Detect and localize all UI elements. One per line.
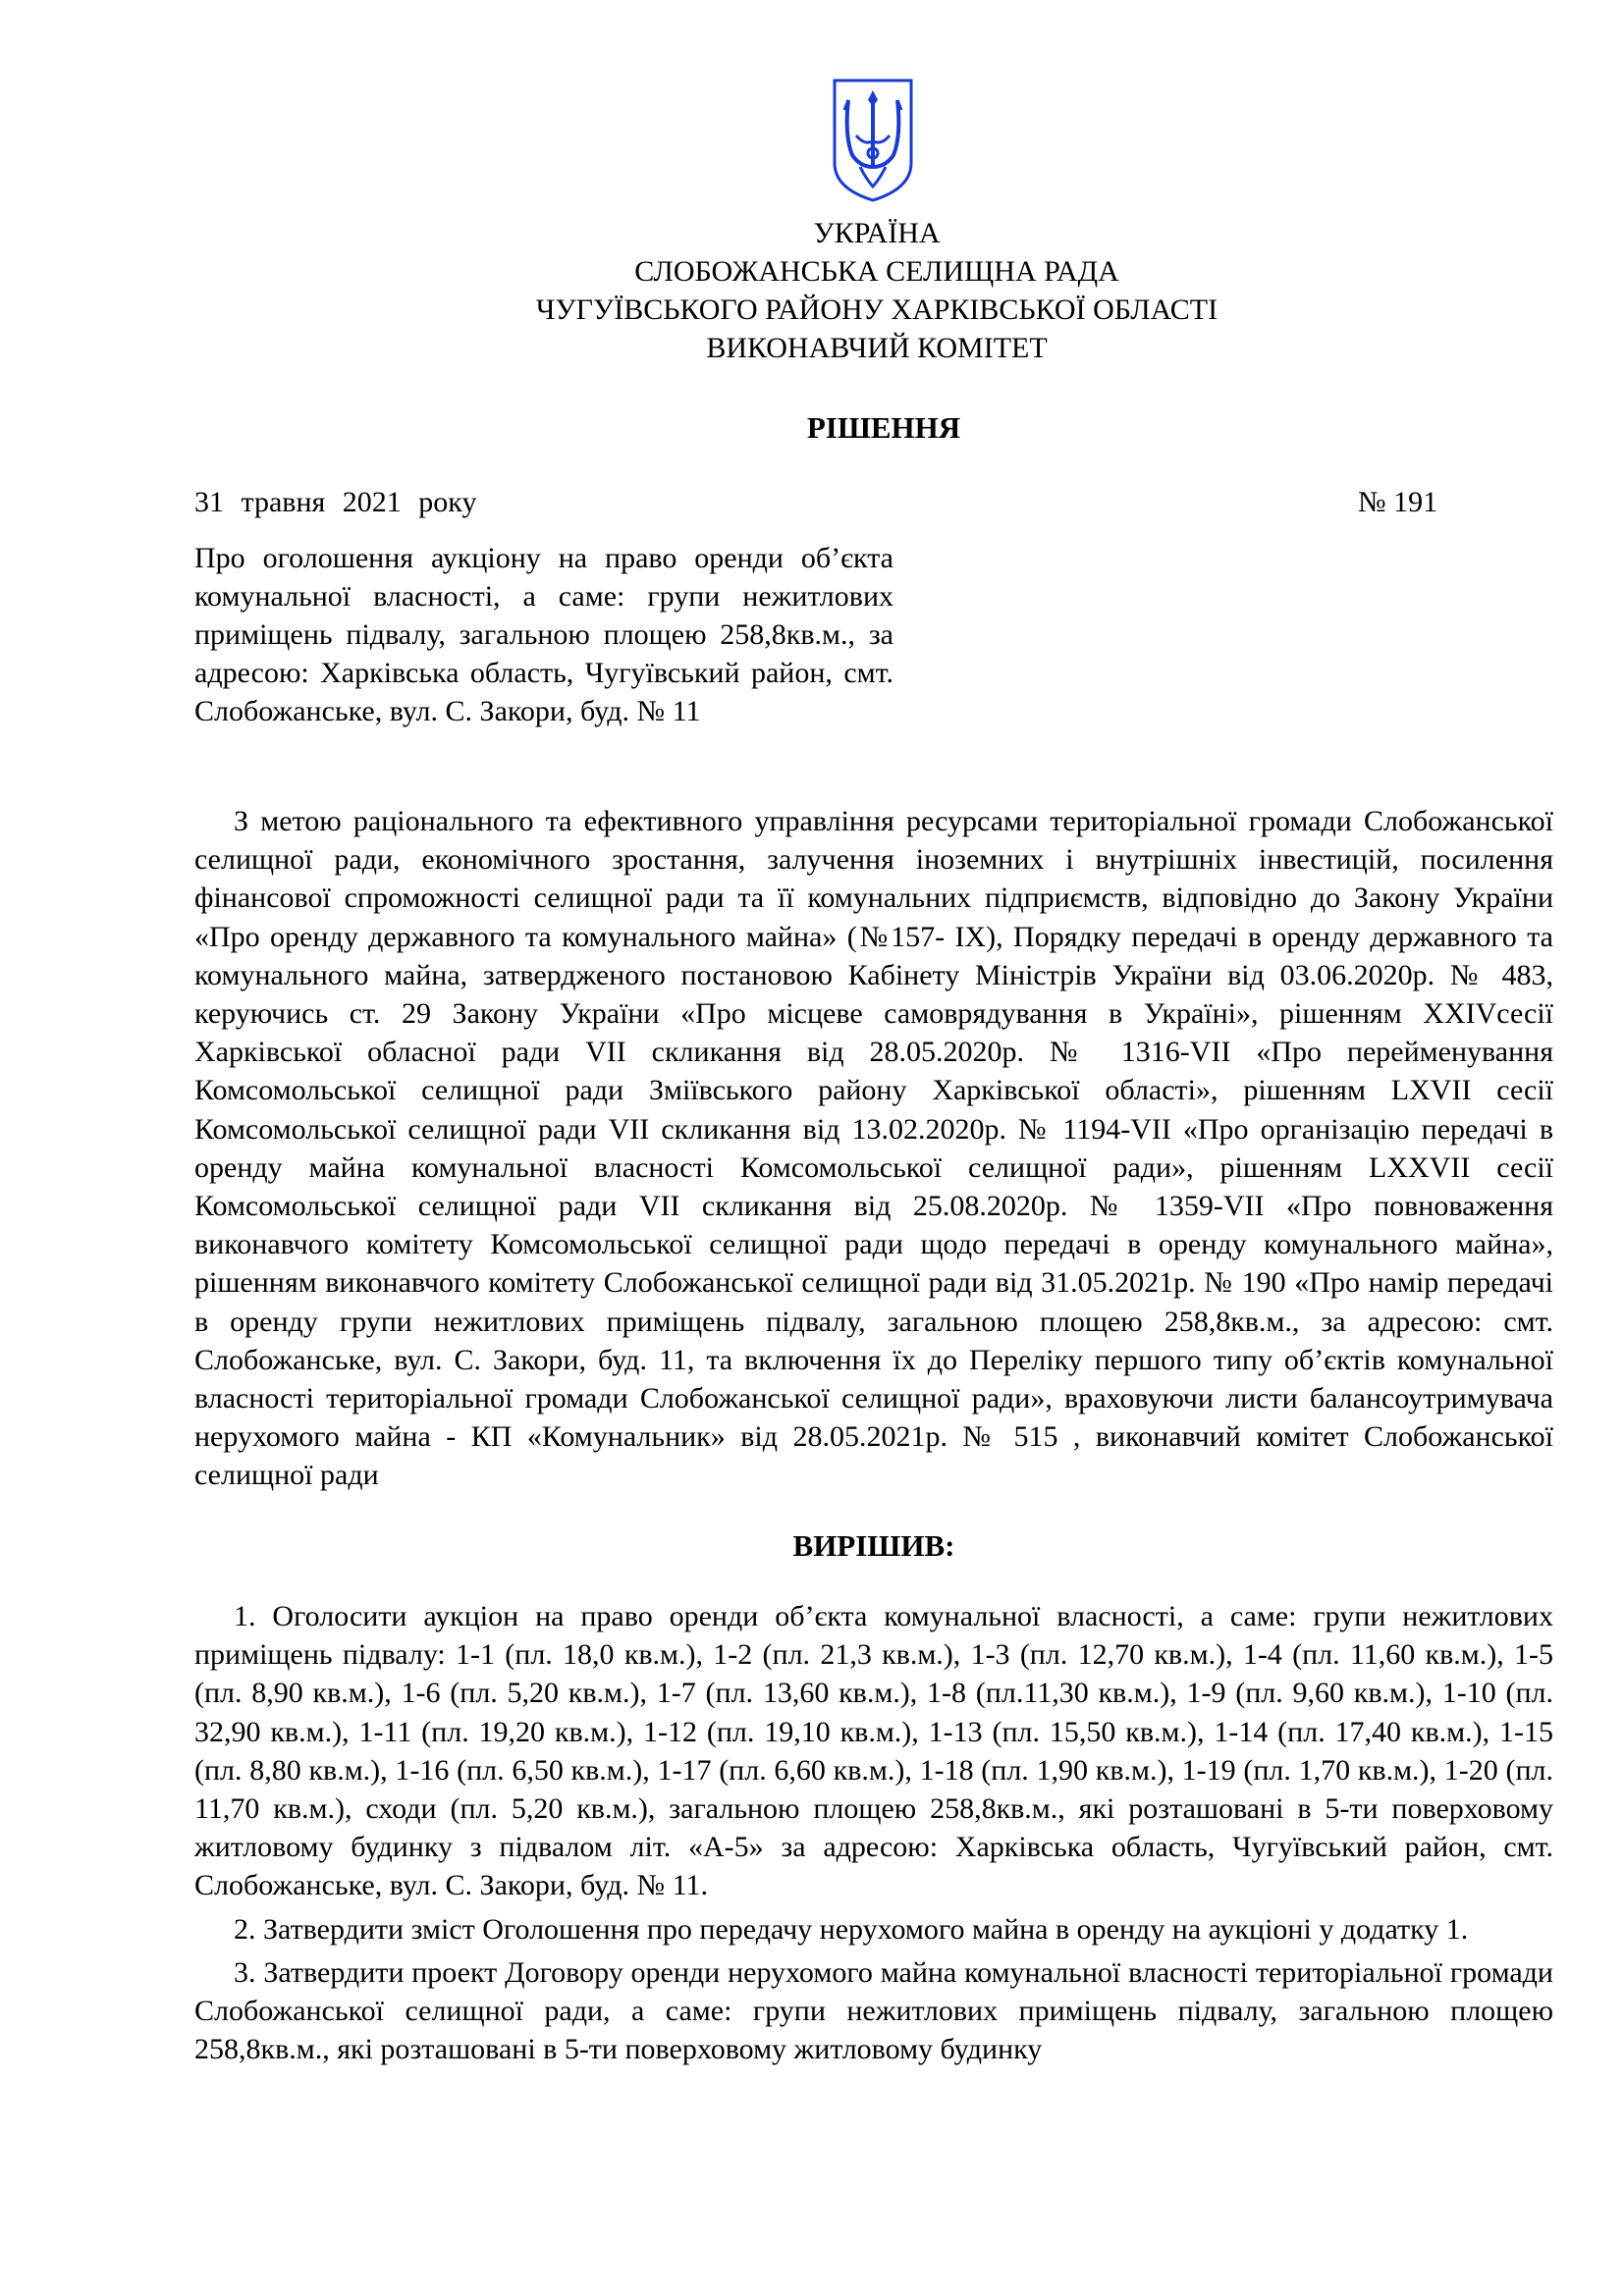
resolution-item-2: 2. Затвердити зміст Оголошення про передачу нерухомого майна в оренду на аукціоні у додатку 1.: [234, 1912, 1469, 1946]
document-title: РІШЕННЯ: [806, 410, 961, 445]
resolve-heading: ВИРІШИВ:: [792, 1528, 955, 1563]
trident-coat-of-arms-icon: [831, 77, 915, 204]
preamble-paragraph: З метою раціонального та ефективного управління ресурсами територіальної громади Слобожанської селищної ради, економічного зростання, залучення іноземних і внутрішніх інвестицій, посилення фінансової спроможності селищної ради та її комунальних підприємств, відповідно до Закону України «Про оренду державного та комунального майна» (№157- ІХ), Порядку передачі в оренду державного та комунального майна, затвердженого постановою Кабінету Міністрів України від 03.06.2020р. № 483, керуючись ст. 29 Закону України «Про місцеве самоврядування в Україні», рішенням XXIVсесії Харківської обласної ради VII скликання від 28.05.2020р. № 1316-VII «Про перейменування Комсомольської селищної ради Зміївського району Харківської області», рішенням LXVII сесії Комсомольської селищної ради VII скликання від 13.02.2020р. № 1194-VII «Про організацію передачі в оренду майна комунальної власності Комсомольської селищної ради», рішенням LXXVII сесії Комсомольської селищної ради VII скликання від 25.08.2020р. № 1359-VII «Про повноваження виконавчого комітету Комсомольської селищної ради щодо передачі в оренду комунального майна», рішенням виконавчого комітету Слобожанської селищної ради від 31.05.2021р. № 190 «Про намір передачі в оренду групи нежитлових приміщень підвалу, загальною площею 258,8кв.м., за адресою: смт. Слобожанське, вул. С. Закори, буд. 11, та включення їх до Переліку першого типу об’єктів комунальної власності територіальної громади Слобожанської селищної ради», враховуючи листи балансоутримувача нерухомого майна - КП «Комунальник» від 28.05.2021р. № 515 , виконавчий комітет Слобожанської селищної ради: [194, 805, 1553, 1492]
header-district: ЧУГУЇВСЬКОГО РАЙОНУ ХАРКІВСЬКОЇ ОБЛАСТІ: [535, 294, 1218, 326]
decision-date: 31 травня 2021 року: [194, 486, 477, 518]
resolution-items: [194, 1597, 1553, 2073]
decision-number: № 191: [1358, 486, 1438, 518]
decision-subject: Про оголошення аукціону на право оренди об’єкта комунальної власності, а саме: групи нежитлових приміщень підвалу, загальною площею 258,8кв.м., за адресою: Харківська область, Чугуївський район, смт. Слобожанське, вул. С. Закори, буд. № 11: [194, 542, 893, 727]
header-committee: ВИКОНАВЧИЙ КОМІТЕТ: [706, 332, 1048, 364]
resolution-item-3: 3. Затвердити проект Договору оренди нерухомого майна комунальної власності територіальної громади Слобожанської селищної ради, а саме: групи нежитлових приміщень підвалу, загальною площею 258,8кв.м., які розташовані в 5-ти поверховому житловому будинку: [194, 1955, 1553, 2066]
issuer-header: [0, 214, 1624, 367]
header-council: СЛОБОЖАНСЬКА СЕЛИЩНА РАДА: [634, 255, 1119, 288]
header-country: УКРАЇНА: [813, 217, 941, 249]
resolution-item-1: 1. Оголосити аукціон на право оренди об’єкта комунальної власності, а саме: групи нежитлових приміщень підвалу: 1-1 (пл. 18,0 кв.м.), 1-2 (пл. 21,3 кв.м.), 1-3 (пл. 12,70 кв.м.), 1-4 (пл. 11,60 кв.м.), 1-5 (пл. 8,90 кв.м.), 1-6 (пл. 5,20 кв.м.), 1-7 (пл. 13,60 кв.м.), 1-8 (пл.11,30 кв.м.), 1-9 (пл. 9,60 кв.м.), 1-10 (пл. 32,90 кв.м.), 1-11 (пл. 19,20 кв.м.), 1-12 (пл. 19,10 кв.м.), 1-13 (пл. 15,50 кв.м.), 1-14 (пл. 17,40 кв.м.), 1-15 (пл. 8,80 кв.м.), 1-16 (пл. 6,50 кв.м.), 1-17 (пл. 6,60 кв.м.), 1-18 (пл. 1,90 кв.м.), 1-19 (пл. 1,70 кв.м.), 1-20 (пл. 11,70 кв.м.), сходи (пл. 5,20 кв.м.), загальною площею 258,8кв.м., які розташовані в 5-ти поверховому житловому будинку з підвалом літ. «А-5» за адресою: Харківська область, Чугуївський район, смт. Слобожанське, вул. С. Закори, буд. № 11.: [194, 1600, 1553, 1902]
